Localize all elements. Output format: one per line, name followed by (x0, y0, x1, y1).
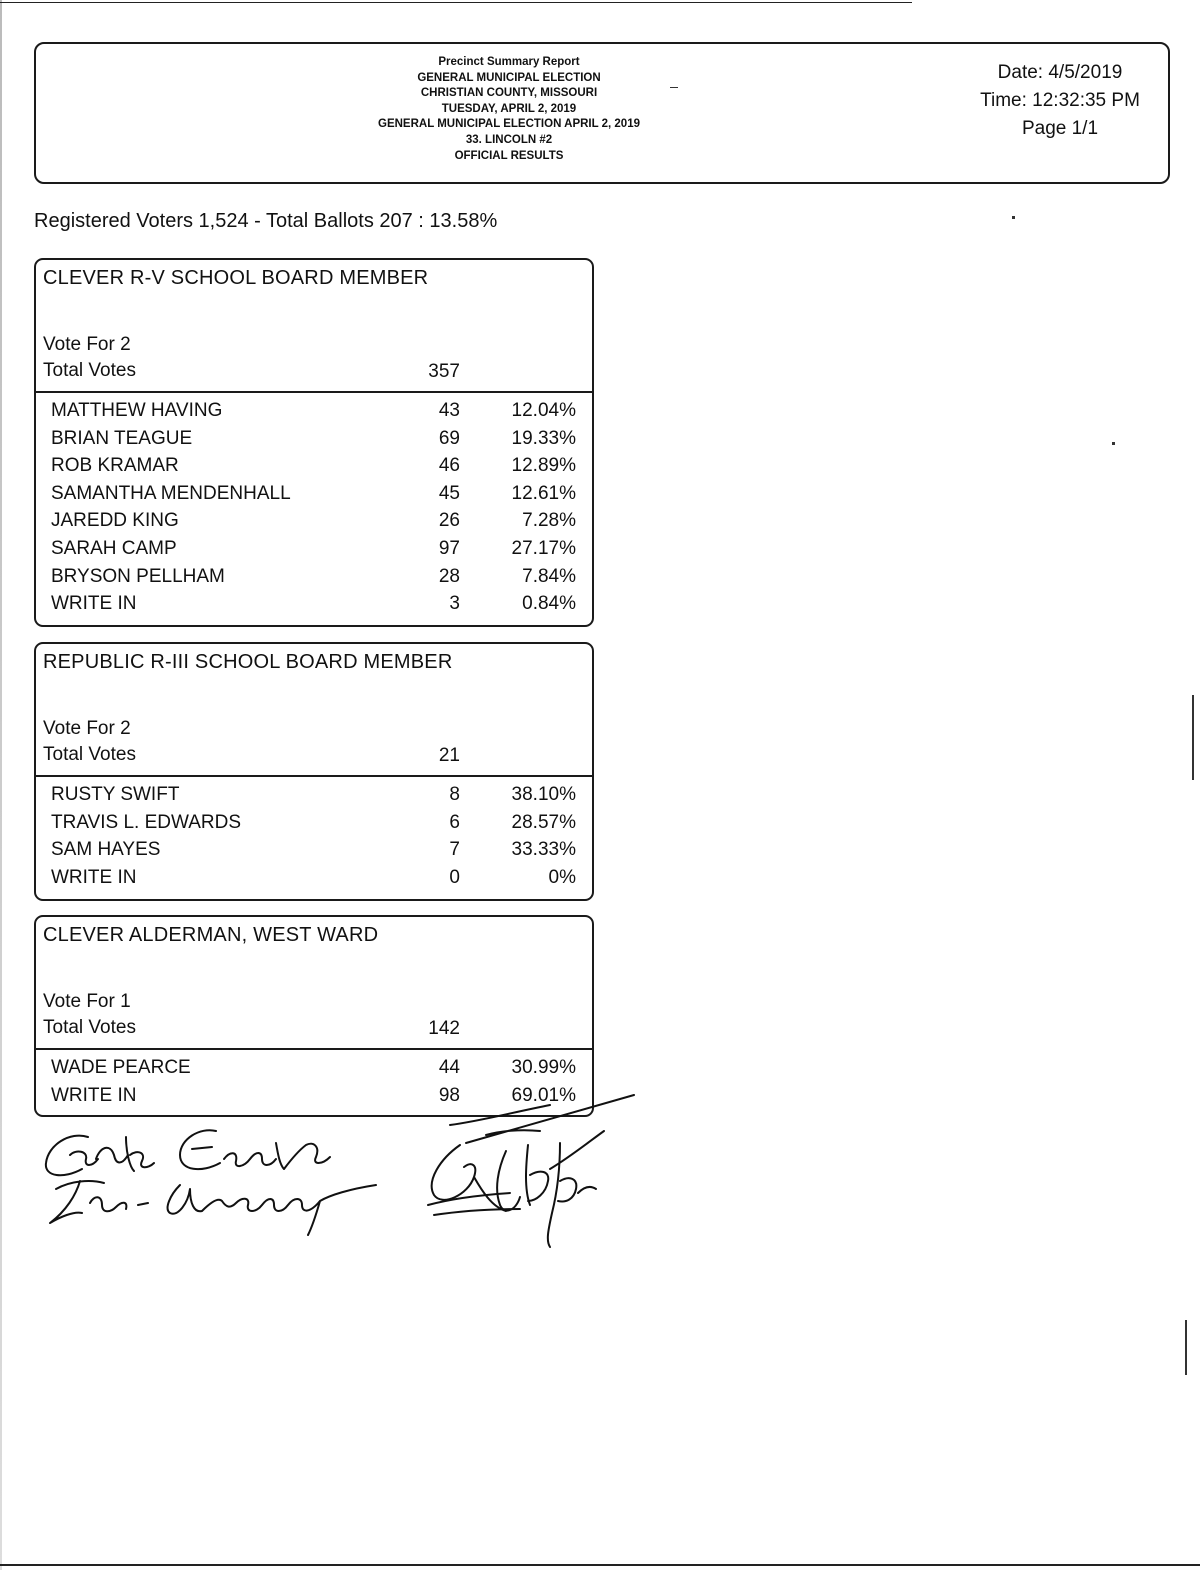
precinct-name: 33. LINCOLN #2 (465, 133, 553, 146)
candidate-row (36, 563, 592, 591)
race-divider (36, 775, 592, 777)
candidate-percent: 33.33% (511, 839, 576, 861)
candidate-votes: 44 (438, 1057, 460, 1078)
vote-for: Vote For 1 (43, 991, 131, 1012)
candidate-name: MATTHEW HAVING (51, 400, 223, 421)
election-full-name: GENERAL MUNICIPAL ELECTION APRIL 2, 2019 (378, 118, 640, 131)
candidate-name: SAMANTHA MENDENHALL (51, 482, 291, 504)
candidate-percent: 28.57% (511, 811, 576, 833)
candidate-row (36, 452, 592, 480)
candidate-votes: 97 (438, 537, 460, 559)
candidate-name: BRIAN TEAGUE (51, 427, 193, 449)
candidate-percent: 7.28% (522, 510, 576, 532)
candidate-row (36, 397, 592, 425)
scan-mark (670, 87, 678, 88)
total-votes-label: Total Votes (43, 1017, 136, 1038)
candidate-name: WADE PEARCE (51, 1057, 191, 1078)
candidate-percent: 19.33% (511, 427, 576, 449)
candidate-row (36, 1054, 592, 1082)
candidate-name: BRYSON PELLHAM (51, 565, 225, 587)
candidate-row (36, 864, 592, 892)
report-meta (960, 59, 1160, 143)
race-title: REPUBLIC R-III SCHOOL BOARD MEMBER (43, 651, 453, 673)
scan-artifact-line (0, 2, 912, 3)
race-divider (36, 1048, 592, 1050)
candidate-name: ROB KRAMAR (51, 455, 179, 477)
vote-for: Vote For 2 (43, 334, 131, 355)
page-number: Page 1/1 (1021, 118, 1099, 139)
candidate-votes: 46 (438, 455, 460, 477)
candidate-row (36, 535, 592, 563)
candidate-percent: 27.17% (511, 537, 576, 559)
race-title: CLEVER ALDERMAN, WEST WARD (43, 924, 379, 946)
total-votes-value: 21 (438, 745, 460, 766)
report-date: Date: 4/5/2019 (997, 62, 1123, 83)
election-name: GENERAL MUNICIPAL ELECTION (417, 71, 601, 84)
candidate-name: JAREDD KING (51, 510, 179, 532)
candidate-list (36, 397, 592, 618)
race-box (34, 642, 594, 901)
turnout-summary: Registered Voters 1,524 - Total Ballots 207 : 13.58% (34, 210, 498, 232)
candidate-percent: 0.84% (522, 593, 576, 615)
candidate-row (36, 836, 592, 864)
candidate-row (36, 507, 592, 535)
candidate-name: SAM HAYES (51, 839, 161, 861)
candidate-votes: 8 (449, 784, 460, 805)
race-box (34, 258, 594, 627)
candidate-votes: 6 (449, 811, 460, 833)
candidate-name: WRITE IN (51, 866, 137, 888)
candidate-votes: 0 (449, 866, 460, 888)
candidate-row (36, 590, 592, 618)
candidate-percent: 38.10% (511, 784, 576, 805)
county-name: CHRISTIAN COUNTY, MISSOURI (420, 87, 598, 100)
scan-speck (1112, 442, 1115, 445)
scan-edge (0, 0, 2, 1570)
candidate-row (36, 781, 592, 809)
total-votes-label: Total Votes (43, 744, 136, 765)
scan-artifact-line (0, 1564, 1200, 1566)
scan-edge-mark (1185, 1320, 1187, 1375)
candidate-percent: 12.04% (511, 400, 576, 421)
candidate-percent: 12.89% (511, 455, 576, 477)
candidate-row (36, 425, 592, 453)
candidate-percent: 69.01% (511, 1084, 576, 1106)
candidate-list (36, 781, 592, 891)
scan-speck (1012, 216, 1015, 219)
signatures (30, 1085, 650, 1260)
election-date: TUESDAY, APRIL 2, 2019 (441, 102, 577, 115)
candidate-percent: 0% (548, 866, 576, 888)
candidate-name: SARAH CAMP (51, 537, 177, 559)
race-title: CLEVER R-V SCHOOL BOARD MEMBER (43, 267, 429, 289)
candidate-name: TRAVIS L. EDWARDS (51, 811, 242, 833)
candidate-votes: 45 (438, 482, 460, 504)
candidate-name: WRITE IN (51, 593, 137, 615)
candidate-votes: 3 (449, 593, 460, 615)
signature-left (46, 1130, 376, 1235)
candidate-percent: 30.99% (511, 1057, 576, 1078)
scan-edge-mark (1192, 695, 1194, 780)
candidate-votes: 28 (438, 565, 460, 587)
candidate-votes: 7 (449, 839, 460, 861)
signature-right (428, 1095, 634, 1247)
results-status: OFFICIAL RESULTS (454, 149, 564, 162)
report-heading (336, 55, 682, 164)
candidate-name: WRITE IN (51, 1084, 137, 1106)
candidate-votes: 43 (438, 400, 460, 421)
vote-for: Vote For 2 (43, 718, 131, 739)
total-votes-value: 142 (428, 1018, 460, 1039)
total-votes-label: Total Votes (43, 360, 136, 381)
total-votes-value: 357 (428, 361, 460, 382)
candidate-votes: 98 (438, 1084, 460, 1106)
candidate-percent: 12.61% (511, 482, 576, 504)
candidate-votes: 69 (438, 427, 460, 449)
candidate-row (36, 480, 592, 508)
candidate-row (36, 809, 592, 837)
candidate-percent: 7.84% (522, 565, 576, 587)
candidate-name: RUSTY SWIFT (51, 784, 180, 805)
report-time: Time: 12:32:35 PM (980, 90, 1140, 111)
candidate-votes: 26 (438, 510, 460, 532)
report-type: Precinct Summary Report (438, 56, 580, 68)
race-divider (36, 391, 592, 393)
report-header (34, 42, 1170, 184)
